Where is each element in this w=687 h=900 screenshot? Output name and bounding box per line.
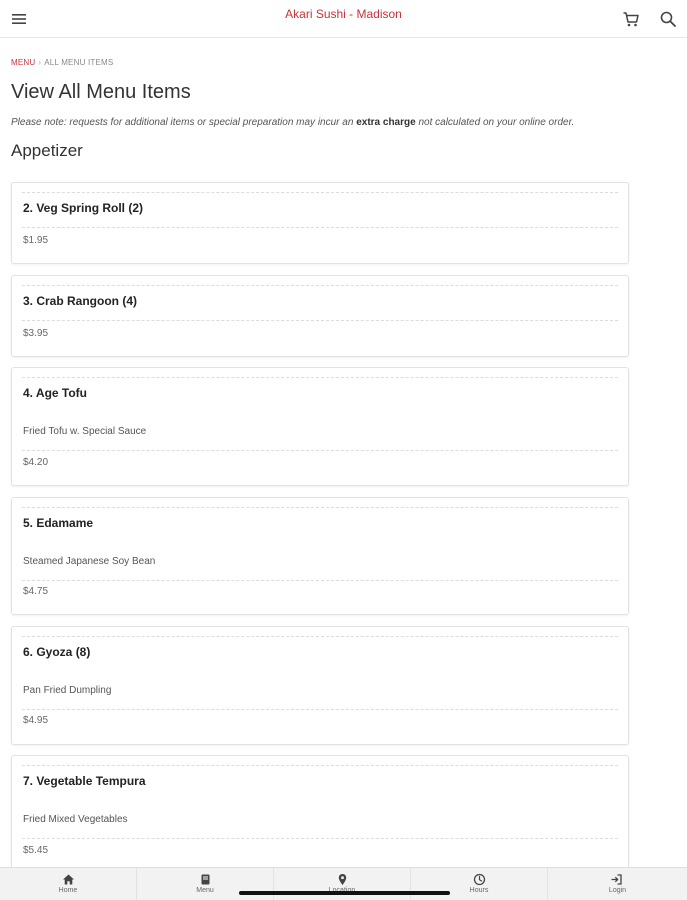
order-note: [11, 117, 671, 128]
note-prefix: Please note: requests for additional items or special preparation may incur an: [11, 117, 354, 128]
item-description: Steamed Japanese Soy Bean: [23, 556, 156, 567]
item-price: $1.95: [23, 235, 49, 246]
location-pin-icon: [336, 873, 349, 886]
menu-item-card[interactable]: [11, 182, 629, 264]
menu-item-card[interactable]: [11, 626, 629, 745]
nav-menu[interactable]: [137, 868, 274, 900]
menu-item-card[interactable]: [11, 755, 629, 877]
home-icon: [62, 873, 75, 886]
item-name: 3. Crab Rangoon (4): [23, 294, 138, 308]
nav-login[interactable]: [548, 868, 687, 900]
clock-icon: [473, 873, 486, 886]
home-indicator-bar: [239, 891, 450, 895]
breadcrumb: [11, 58, 113, 67]
item-description: Fried Mixed Vegetables: [23, 814, 128, 825]
section-title-appetizer: Appetizer: [11, 141, 83, 160]
nav-hours-label: Hours: [469, 887, 489, 894]
item-price: $4.95: [23, 715, 49, 726]
item-name: 2. Veg Spring Roll (2): [23, 201, 144, 215]
restaurant-title[interactable]: Akari Sushi - Madison: [285, 7, 402, 21]
nav-home-label: Home: [58, 887, 78, 894]
divider: [22, 580, 618, 581]
menu-item-card[interactable]: [11, 275, 629, 357]
nav-login-label: Login: [608, 887, 627, 894]
search-icon[interactable]: [659, 10, 677, 28]
divider: [22, 285, 618, 286]
login-icon: [610, 873, 623, 886]
divider: [22, 450, 618, 451]
breadcrumb-menu-link[interactable]: MENU: [11, 58, 36, 67]
item-price: $5.45: [23, 845, 49, 856]
divider: [22, 320, 618, 321]
item-description: Pan Fried Dumpling: [23, 685, 112, 696]
item-price: $4.20: [23, 457, 49, 468]
item-name: 4. Age Tofu: [23, 386, 87, 400]
item-name: 7. Vegetable Tempura: [23, 774, 146, 788]
divider: [22, 377, 618, 378]
cart-icon[interactable]: [622, 10, 640, 28]
nav-location[interactable]: [274, 868, 411, 900]
bottom-nav: [0, 867, 687, 900]
menu-book-icon: [199, 873, 212, 886]
divider: [22, 709, 618, 710]
divider: [22, 227, 618, 228]
divider: [22, 838, 618, 839]
divider: [22, 507, 618, 508]
divider: [22, 765, 618, 766]
divider: [22, 192, 618, 193]
item-description: Fried Tofu w. Special Sauce: [23, 426, 147, 437]
item-price: $3.95: [23, 328, 49, 339]
top-bar: [0, 0, 687, 38]
nav-home[interactable]: [0, 868, 137, 900]
item-name: 6. Gyoza (8): [23, 645, 91, 659]
nav-menu-label: Menu: [196, 887, 214, 894]
nav-hours[interactable]: [411, 868, 548, 900]
divider: [22, 636, 618, 637]
note-suffix: not calculated on your online order.: [418, 117, 575, 128]
menu-item-card[interactable]: [11, 367, 629, 486]
breadcrumb-separator: ›: [38, 58, 42, 67]
menu-item-card[interactable]: [11, 497, 629, 615]
item-price: $4.75: [23, 586, 49, 597]
breadcrumb-current: ALL MENU ITEMS: [44, 58, 114, 67]
note-emphasis: extra charge: [356, 117, 416, 128]
item-name: 5. Edamame: [23, 516, 94, 530]
page-title: View All Menu Items: [11, 81, 191, 103]
